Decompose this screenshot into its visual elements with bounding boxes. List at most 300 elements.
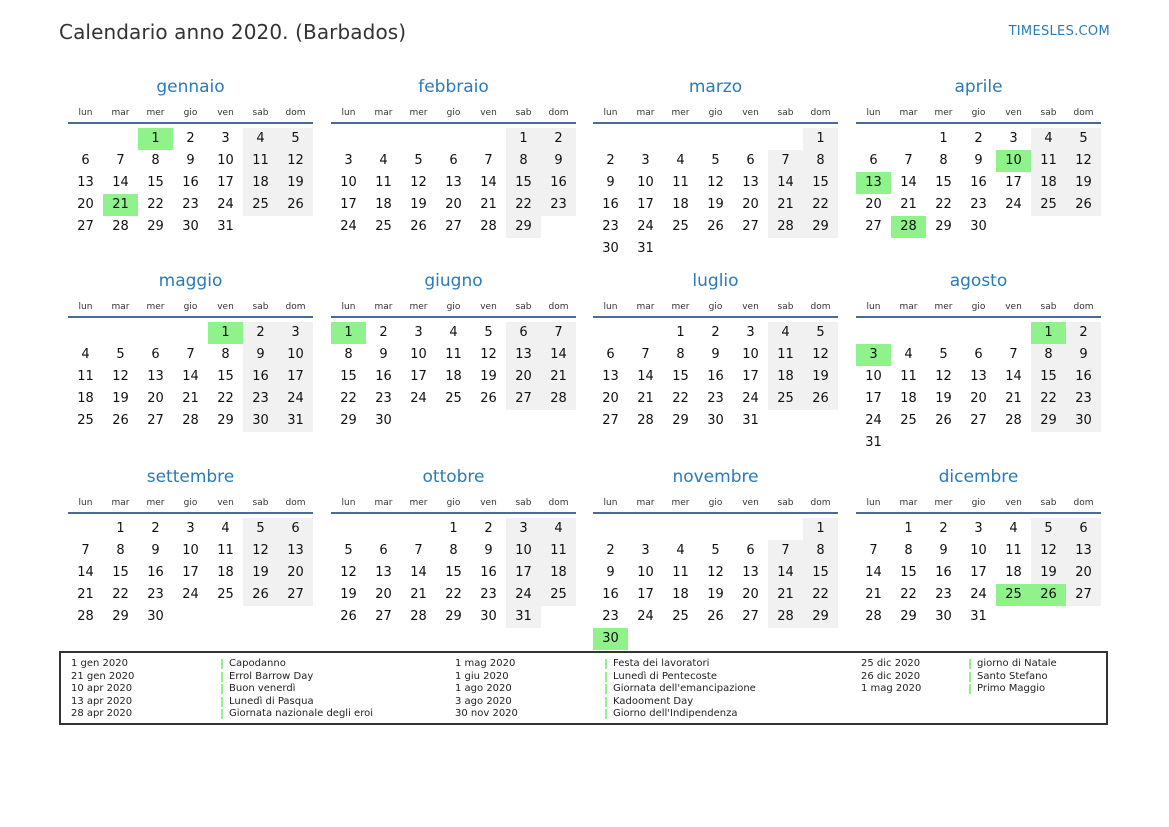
day-cell: 27 bbox=[375, 609, 392, 624]
week-row bbox=[856, 432, 1101, 454]
weekday-label: dom bbox=[1073, 108, 1094, 118]
day-cell: 18 bbox=[217, 565, 234, 580]
weekday-label: gio bbox=[446, 108, 461, 118]
weekday-label: lun bbox=[866, 498, 881, 508]
day-cell: 18 bbox=[900, 391, 917, 406]
day-cell: 21 bbox=[900, 197, 917, 212]
weekday-label: mer bbox=[934, 108, 953, 118]
day-cell: 12 bbox=[707, 565, 724, 580]
day-cell: 15 bbox=[672, 369, 689, 384]
day-cell: 14 bbox=[182, 369, 199, 384]
empty-day-cell bbox=[1066, 606, 1101, 628]
week-row bbox=[68, 388, 313, 410]
day-cell: 8 bbox=[904, 543, 913, 558]
day-cell: 27 bbox=[742, 609, 759, 624]
week-row bbox=[593, 238, 838, 260]
weekday-label: lun bbox=[78, 108, 93, 118]
weekday-header bbox=[68, 494, 313, 514]
day-cell: 6 bbox=[606, 347, 615, 362]
day-cell: 25 bbox=[445, 391, 462, 406]
holiday-day-cell: 10 bbox=[996, 150, 1031, 172]
day-cell: 6 bbox=[449, 153, 458, 168]
month-title: febbraio bbox=[418, 77, 489, 97]
day-cell: 30 bbox=[1066, 410, 1101, 432]
day-cell: 24 bbox=[182, 587, 199, 602]
day-cell: 24 bbox=[1005, 197, 1022, 212]
day-cell: 14 bbox=[77, 565, 94, 580]
day-cell: 7 bbox=[484, 153, 493, 168]
week-row bbox=[856, 410, 1101, 432]
day-cell: 13 bbox=[602, 369, 619, 384]
week-row bbox=[856, 172, 1101, 194]
empty-day-cell bbox=[698, 238, 733, 260]
day-cell: 20 bbox=[970, 391, 987, 406]
day-cell: 24 bbox=[970, 587, 987, 602]
day-cell: 3 bbox=[278, 322, 313, 344]
day-cell: 26 bbox=[480, 391, 497, 406]
day-cell: 29 bbox=[445, 609, 462, 624]
day-cell: 31 bbox=[217, 219, 234, 234]
day-cell: 20 bbox=[742, 587, 759, 602]
empty-day-cell bbox=[103, 322, 138, 344]
holiday-name: Festa dei lavoratori bbox=[613, 658, 710, 669]
day-cell: 29 bbox=[803, 216, 838, 238]
week-row bbox=[331, 388, 576, 410]
holiday-date: 3 ago 2020 bbox=[455, 695, 512, 707]
month-giugno bbox=[331, 268, 576, 432]
day-cell: 25 bbox=[375, 219, 392, 234]
empty-day-cell bbox=[768, 518, 803, 540]
weekday-label: mer bbox=[409, 302, 428, 312]
day-cell: 15 bbox=[803, 172, 838, 194]
weekday-label: dom bbox=[810, 108, 831, 118]
holiday-legend bbox=[59, 651, 1108, 725]
weekday-label: ven bbox=[217, 108, 234, 118]
day-cell: 8 bbox=[221, 347, 230, 362]
day-cell: 30 bbox=[707, 413, 724, 428]
week-row bbox=[331, 128, 576, 150]
weekday-header bbox=[856, 104, 1101, 124]
day-cell: 4 bbox=[243, 128, 278, 150]
week-row bbox=[68, 562, 313, 584]
day-cell: 10 bbox=[637, 175, 654, 190]
holiday-name: Giorno dell'Indipendenza bbox=[613, 708, 738, 720]
month-title: luglio bbox=[692, 271, 739, 291]
day-cell: 28 bbox=[637, 413, 654, 428]
day-cell: 22 bbox=[506, 194, 541, 216]
day-cell: 8 bbox=[506, 150, 541, 172]
empty-day-cell bbox=[856, 128, 891, 150]
empty-day-cell bbox=[628, 322, 663, 344]
empty-day-cell bbox=[506, 410, 541, 432]
day-cell: 7 bbox=[768, 150, 803, 172]
day-cell: 30 bbox=[147, 609, 164, 624]
week-row bbox=[593, 606, 838, 628]
holiday-day-cell: 1 bbox=[208, 322, 243, 344]
day-cell: 21 bbox=[541, 366, 576, 388]
empty-day-cell bbox=[366, 518, 401, 540]
weekday-label: mer bbox=[409, 498, 428, 508]
day-cell: 23 bbox=[541, 194, 576, 216]
day-cell: 2 bbox=[606, 543, 615, 558]
day-cell: 29 bbox=[340, 413, 357, 428]
weekday-label: ven bbox=[1005, 302, 1022, 312]
day-cell: 25 bbox=[672, 609, 689, 624]
day-cell: 26 bbox=[707, 609, 724, 624]
day-cell: 14 bbox=[637, 369, 654, 384]
weekday-label: ven bbox=[480, 498, 497, 508]
day-cell: 23 bbox=[602, 609, 619, 624]
week-row bbox=[856, 518, 1101, 540]
week-row bbox=[68, 584, 313, 606]
day-cell: 19 bbox=[707, 587, 724, 602]
day-cell: 4 bbox=[81, 347, 90, 362]
day-cell: 28 bbox=[410, 609, 427, 624]
holiday-name: giorno di Natale bbox=[977, 658, 1057, 669]
day-cell: 3 bbox=[641, 153, 650, 168]
day-cell: 12 bbox=[410, 175, 427, 190]
day-cell: 1 bbox=[904, 521, 913, 536]
day-cell: 1 bbox=[116, 521, 125, 536]
day-cell: 4 bbox=[449, 325, 458, 340]
weekday-label: sab bbox=[252, 302, 269, 312]
page-title: Calendario anno 2020. (Barbados) bbox=[59, 20, 407, 44]
day-cell: 19 bbox=[340, 587, 357, 602]
day-cell: 22 bbox=[147, 197, 164, 212]
weekday-label: mar bbox=[636, 302, 655, 312]
empty-day-cell bbox=[541, 606, 576, 628]
day-cell: 1 bbox=[803, 128, 838, 150]
day-cell: 17 bbox=[278, 366, 313, 388]
holiday-name: Giornata dell'emancipazione bbox=[613, 683, 756, 695]
holiday-marker bbox=[605, 684, 607, 694]
day-cell: 5 bbox=[711, 153, 720, 168]
week-row bbox=[68, 216, 313, 238]
day-cell: 31 bbox=[865, 435, 882, 450]
day-cell: 22 bbox=[1031, 388, 1066, 410]
day-cell: 7 bbox=[186, 347, 195, 362]
day-cell: 11 bbox=[768, 344, 803, 366]
day-cell: 9 bbox=[243, 344, 278, 366]
day-cell: 9 bbox=[379, 347, 388, 362]
day-cell: 12 bbox=[707, 175, 724, 190]
weekday-label: lun bbox=[341, 302, 356, 312]
weekday-label: ven bbox=[742, 498, 759, 508]
day-cell: 4 bbox=[221, 521, 230, 536]
weekday-label: sab bbox=[515, 108, 532, 118]
day-cell: 10 bbox=[278, 344, 313, 366]
month-febbraio bbox=[331, 74, 576, 238]
empty-day-cell bbox=[856, 518, 891, 540]
month-aprile bbox=[856, 74, 1101, 238]
day-cell: 3 bbox=[641, 543, 650, 558]
day-cell: 31 bbox=[637, 241, 654, 256]
week-row bbox=[593, 128, 838, 150]
day-cell: 13 bbox=[445, 175, 462, 190]
day-cell: 10 bbox=[742, 347, 759, 362]
week-row bbox=[593, 518, 838, 540]
day-cell: 6 bbox=[746, 153, 755, 168]
weekday-label: sab bbox=[777, 302, 794, 312]
day-cell: 2 bbox=[1066, 322, 1101, 344]
day-cell: 25 bbox=[243, 194, 278, 216]
weekday-label: mar bbox=[899, 302, 918, 312]
weekday-label: mer bbox=[671, 108, 690, 118]
day-cell: 14 bbox=[112, 175, 129, 190]
day-cell: 11 bbox=[672, 565, 689, 580]
day-cell: 13 bbox=[742, 175, 759, 190]
day-cell: 6 bbox=[746, 543, 755, 558]
weekday-header bbox=[856, 298, 1101, 318]
day-cell: 28 bbox=[865, 609, 882, 624]
week-row bbox=[856, 388, 1101, 410]
day-cell: 25 bbox=[672, 219, 689, 234]
day-cell: 30 bbox=[243, 410, 278, 432]
day-cell: 18 bbox=[375, 197, 392, 212]
weekday-label: mer bbox=[146, 108, 165, 118]
day-cell: 4 bbox=[1031, 128, 1066, 150]
day-cell: 7 bbox=[414, 543, 423, 558]
day-cell: 20 bbox=[278, 562, 313, 584]
day-cell: 8 bbox=[344, 347, 353, 362]
weekday-label: lun bbox=[341, 108, 356, 118]
holiday-marker bbox=[221, 709, 223, 719]
day-cell: 24 bbox=[278, 388, 313, 410]
day-cell: 10 bbox=[217, 153, 234, 168]
empty-day-cell bbox=[803, 628, 838, 650]
day-cell: 21 bbox=[865, 587, 882, 602]
day-cell: 3 bbox=[186, 521, 195, 536]
day-cell: 13 bbox=[77, 175, 94, 190]
week-row bbox=[856, 562, 1101, 584]
empty-day-cell bbox=[331, 518, 366, 540]
day-cell: 4 bbox=[768, 322, 803, 344]
day-cell: 7 bbox=[81, 543, 90, 558]
day-cell: 12 bbox=[935, 369, 952, 384]
day-cell: 17 bbox=[182, 565, 199, 580]
day-cell: 31 bbox=[278, 410, 313, 432]
week-row bbox=[68, 128, 313, 150]
day-cell: 11 bbox=[445, 347, 462, 362]
day-cell: 10 bbox=[970, 543, 987, 558]
empty-day-cell bbox=[768, 410, 803, 432]
empty-day-cell bbox=[173, 606, 208, 628]
day-cell: 2 bbox=[939, 521, 948, 536]
week-row bbox=[593, 388, 838, 410]
empty-day-cell bbox=[628, 128, 663, 150]
day-cell: 26 bbox=[1066, 194, 1101, 216]
week-row bbox=[68, 410, 313, 432]
weekday-label: dom bbox=[1073, 302, 1094, 312]
day-cell: 16 bbox=[602, 197, 619, 212]
day-cell: 19 bbox=[278, 172, 313, 194]
day-cell: 6 bbox=[81, 153, 90, 168]
week-row bbox=[593, 322, 838, 344]
weekday-label: dom bbox=[285, 498, 306, 508]
holiday-day-cell: 21 bbox=[103, 194, 138, 216]
weekday-label: dom bbox=[548, 498, 569, 508]
week-row bbox=[331, 518, 576, 540]
day-cell: 12 bbox=[480, 347, 497, 362]
day-cell: 26 bbox=[803, 388, 838, 410]
week-row bbox=[68, 172, 313, 194]
day-cell: 2 bbox=[243, 322, 278, 344]
week-row bbox=[68, 194, 313, 216]
week-row bbox=[331, 322, 576, 344]
day-cell: 20 bbox=[742, 197, 759, 212]
day-cell: 22 bbox=[803, 194, 838, 216]
day-cell: 4 bbox=[541, 518, 576, 540]
day-cell: 28 bbox=[77, 609, 94, 624]
day-cell: 19 bbox=[112, 391, 129, 406]
empty-day-cell bbox=[891, 128, 926, 150]
empty-day-cell bbox=[961, 322, 996, 344]
week-row bbox=[331, 194, 576, 216]
day-cell: 6 bbox=[151, 347, 160, 362]
week-row bbox=[593, 410, 838, 432]
week-row bbox=[331, 172, 576, 194]
weekday-label: ven bbox=[217, 302, 234, 312]
day-cell: 20 bbox=[865, 197, 882, 212]
day-cell: 25 bbox=[541, 584, 576, 606]
day-cell: 11 bbox=[1005, 543, 1022, 558]
day-cell: 2 bbox=[541, 128, 576, 150]
day-cell: 30 bbox=[935, 609, 952, 624]
holiday-name: Capodanno bbox=[229, 658, 286, 669]
holiday-date: 1 gen 2020 bbox=[71, 658, 129, 669]
day-cell: 7 bbox=[541, 322, 576, 344]
day-cell: 11 bbox=[900, 369, 917, 384]
week-row bbox=[593, 216, 838, 238]
holiday-name: Santo Stefano bbox=[977, 670, 1048, 682]
day-cell: 18 bbox=[1031, 172, 1066, 194]
day-cell: 10 bbox=[410, 347, 427, 362]
empty-day-cell bbox=[436, 128, 471, 150]
day-cell: 24 bbox=[217, 197, 234, 212]
day-cell: 13 bbox=[278, 540, 313, 562]
weekday-label: mer bbox=[671, 498, 690, 508]
day-cell: 20 bbox=[506, 366, 541, 388]
weekday-label: lun bbox=[341, 498, 356, 508]
holiday-marker bbox=[969, 684, 971, 694]
empty-day-cell bbox=[593, 128, 628, 150]
week-row bbox=[593, 194, 838, 216]
empty-day-cell bbox=[278, 216, 313, 238]
weekday-label: ven bbox=[742, 108, 759, 118]
day-cell: 12 bbox=[112, 369, 129, 384]
empty-day-cell bbox=[68, 518, 103, 540]
empty-day-cell bbox=[663, 238, 698, 260]
holiday-name: Lunedì di Pentecoste bbox=[613, 670, 717, 682]
day-cell: 21 bbox=[410, 587, 427, 602]
day-cell: 27 bbox=[445, 219, 462, 234]
holiday-name: Lunedì di Pasqua bbox=[229, 695, 314, 707]
day-cell: 1 bbox=[506, 128, 541, 150]
day-cell: 8 bbox=[939, 153, 948, 168]
empty-day-cell bbox=[803, 410, 838, 432]
day-cell: 16 bbox=[970, 175, 987, 190]
empty-day-cell bbox=[138, 322, 173, 344]
day-cell: 5 bbox=[484, 325, 493, 340]
holiday-marker bbox=[221, 659, 223, 669]
day-cell: 22 bbox=[672, 391, 689, 406]
weekday-label: sab bbox=[1040, 108, 1057, 118]
weekday-label: ven bbox=[1005, 498, 1022, 508]
day-cell: 4 bbox=[904, 347, 913, 362]
weekday-header bbox=[68, 104, 313, 124]
weekday-label: gio bbox=[971, 302, 986, 312]
day-cell: 15 bbox=[803, 562, 838, 584]
weekday-label: ven bbox=[1005, 108, 1022, 118]
month-maggio bbox=[68, 268, 313, 432]
day-cell: 14 bbox=[768, 172, 803, 194]
day-cell: 21 bbox=[637, 391, 654, 406]
day-cell: 24 bbox=[410, 391, 427, 406]
day-cell: 26 bbox=[340, 609, 357, 624]
week-row bbox=[856, 584, 1101, 606]
day-cell: 19 bbox=[1031, 562, 1066, 584]
day-cell: 10 bbox=[506, 540, 541, 562]
day-cell: 16 bbox=[602, 587, 619, 602]
weekday-label: mar bbox=[374, 108, 393, 118]
day-cell: 19 bbox=[480, 369, 497, 384]
holiday-date: 28 apr 2020 bbox=[71, 708, 133, 720]
weekday-label: mer bbox=[934, 498, 953, 508]
day-cell: 9 bbox=[1066, 344, 1101, 366]
weekday-header bbox=[856, 494, 1101, 514]
day-cell: 9 bbox=[484, 543, 493, 558]
day-cell: 4 bbox=[379, 153, 388, 168]
day-cell: 7 bbox=[1009, 347, 1018, 362]
day-cell: 11 bbox=[77, 369, 94, 384]
day-cell: 3 bbox=[344, 153, 353, 168]
weekday-label: lun bbox=[78, 302, 93, 312]
day-cell: 27 bbox=[1066, 584, 1101, 606]
empty-day-cell bbox=[1066, 432, 1101, 454]
day-cell: 9 bbox=[186, 153, 195, 168]
day-cell: 23 bbox=[935, 587, 952, 602]
day-cell: 28 bbox=[112, 219, 129, 234]
day-cell: 22 bbox=[803, 584, 838, 606]
weekday-label: lun bbox=[866, 108, 881, 118]
week-row bbox=[68, 518, 313, 540]
day-cell: 6 bbox=[379, 543, 388, 558]
weekday-label: mer bbox=[409, 108, 428, 118]
day-cell: 5 bbox=[344, 543, 353, 558]
day-cell: 11 bbox=[1031, 150, 1066, 172]
empty-day-cell bbox=[593, 518, 628, 540]
week-row bbox=[593, 366, 838, 388]
week-row bbox=[593, 344, 838, 366]
site-link[interactable]: TIMESLES.COM bbox=[1008, 24, 1110, 39]
week-row bbox=[856, 150, 1101, 172]
month-title: dicembre bbox=[938, 467, 1019, 487]
weekday-label: gio bbox=[708, 108, 723, 118]
weekday-label: gio bbox=[446, 302, 461, 312]
day-cell: 19 bbox=[707, 197, 724, 212]
day-cell: 22 bbox=[445, 587, 462, 602]
weekday-label: mar bbox=[899, 108, 918, 118]
week-row bbox=[593, 562, 838, 584]
weekday-label: sab bbox=[252, 108, 269, 118]
day-cell: 13 bbox=[742, 565, 759, 580]
day-cell: 22 bbox=[340, 391, 357, 406]
day-cell: 15 bbox=[112, 565, 129, 580]
weekday-label: ven bbox=[480, 302, 497, 312]
month-agosto bbox=[856, 268, 1101, 454]
empty-day-cell bbox=[436, 410, 471, 432]
day-cell: 5 bbox=[116, 347, 125, 362]
